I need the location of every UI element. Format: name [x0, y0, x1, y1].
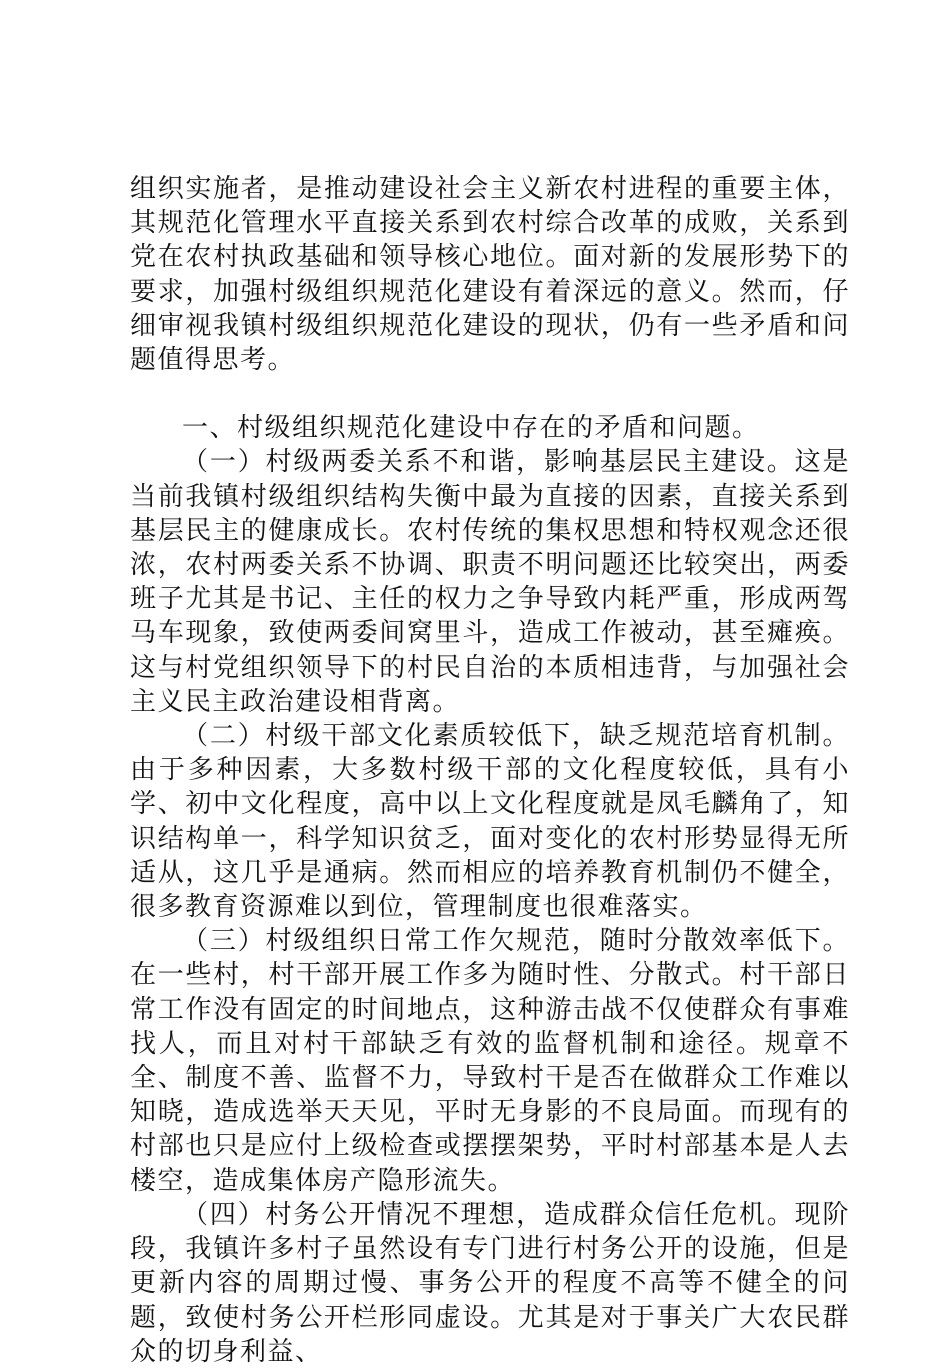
document-page [130, 172, 850, 1369]
subsection-paragraph-4: （四）村务公开情况不理想，造成群众信任危机。现阶段，我镇许多村子虽然设有专门进行村务公开的设施，但是更新内容的周期过慢、事务公开的程度不高等不健全的问题，致使村务公开栏形同虚设。尤其是对于事关广大农民群众的切身利益、 [130, 1199, 850, 1367]
section-heading: 一、村级组织规范化建设中存在的矛盾和问题。 [182, 413, 760, 444]
intro-paragraph: 组织实施者，是推动建设社会主义新农村进程的重要主体，其规范化管理水平直接关系到农村综合改革的成败，关系到党在农村执政基础和领导核心地位。面对新的发展形势下的要求，加强村级组织规范化建设有着深远的意义。然而，仔细审视我镇村级组织规范化建设的现状，仍有一些矛盾和问题值得思考。 [130, 174, 850, 376]
subsection-paragraph-1: （一）村级两委关系不和谐，影响基层民主建设。这是当前我镇村级组织结构失衡中最为直接的因素，直接关系到基层民主的健康成长。农村传统的集权思想和特权观念还很浓，农村两委关系不协调、职责不明问题还比较突出，两委班子尤其是书记、主任的权力之争导致内耗严重，形成两驾马车现象，致使两委间窝里斗，造成工作被动，甚至瘫痪。这与村党组织领导下的村民自治的本质相违背，与加强社会主义民主政治建设相背离。 [130, 447, 850, 717]
subsection-paragraph-3: （三）村级组织日常工作欠规范，随时分散效率低下。在一些村，村干部开展工作多为随时性、分散式。村干部日常工作没有固定的时间地点，这种游击战不仅使群众有事难找人，而且对村干部缺乏有效的监督机制和途径。规章不全、制度不善、监督不力，导致村干是否在做群众工作难以知晓，造成选举天天见，平时无身影的不良局面。而现有的村部也只是应付上级检查或摆摆架势，平时村部基本是人去楼空，造成集体房产隐形流失。 [130, 926, 850, 1196]
subsection-paragraph-2: （二）村级干部文化素质较低下，缺乏规范培育机制。由于多种因素，大多数村级干部的文化程度较低，具有小学、初中文化程度，高中以上文化程度就是凤毛麟角了，知识结构单一，科学知识贫乏，面对变化的农村形势显得无所适从，这几乎是通病。然而相应的培养教育机制仍不健全，很多教育资源难以到位，管理制度也很难落实。 [130, 721, 850, 923]
